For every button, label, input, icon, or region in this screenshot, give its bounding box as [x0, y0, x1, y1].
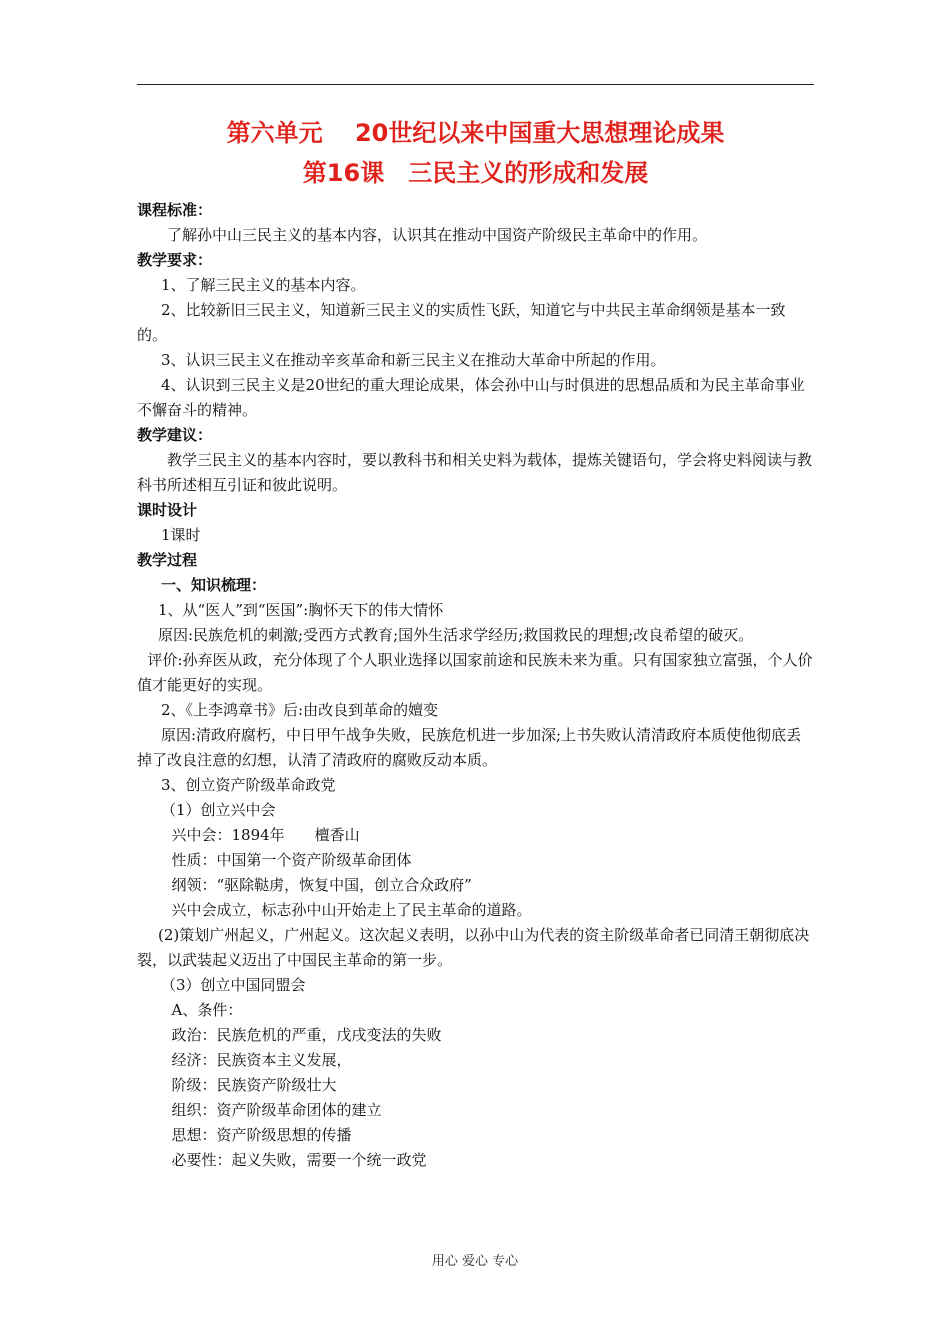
- knowledge-item-1-title: 1、从“医人”到“医国”:胸怀天下的伟大情怀: [158, 601, 444, 619]
- subheading-knowledge: 一、知识梳理：: [161, 576, 267, 594]
- document-body: [137, 198, 814, 1173]
- knowledge-item-3-1a: 兴中会：1894年 檀香山: [171, 826, 360, 844]
- knowledge-item-3-2: (2)策划广州起义，广州起义。这次起义表明，以孙中山为代表的资主阶级革命者已同清王朝彻底决裂，以武装起义迈出了中国民主革命的第一步。: [137, 926, 810, 969]
- title-block: [137, 118, 814, 188]
- knowledge-item-2-reason: 原因:清政府腐朽，中日甲午战争失败，民族危机进一步加深;上书失败认清清政府本质使他彻底丢掉了改良注意的幻想，认清了清政府的腐败反动本质。: [137, 726, 802, 769]
- requirement-1: 1、了解三民主义的基本内容。: [161, 276, 366, 294]
- knowledge-item-1-reason: 原因:民族危机的刺激;受西方式教育;国外生活求学经历;救国救民的理想;改良希望的破灭。: [158, 626, 754, 644]
- paragraph-suggestion: 教学三民主义的基本内容时，要以教科书和相关史料为载体，提炼关键语句，学会将史料阅读与教科书所述相互引证和彼此说明。: [137, 451, 813, 494]
- section-heading-design: 课时设计: [137, 501, 198, 519]
- knowledge-item-3-3e: 组织：资产阶级革命团体的建立: [171, 1101, 382, 1119]
- knowledge-item-3-3: （3）创立中国同盟会: [161, 976, 306, 994]
- knowledge-item-3-title: 3、创立资产阶级革命政党: [161, 776, 336, 794]
- lesson-title: 第16课 三民主义的形成和发展: [302, 159, 649, 187]
- section-heading-requirements: 教学要求：: [137, 251, 213, 269]
- unit-title: 第六单元 20世纪以来中国重大思想理论成果: [226, 119, 725, 147]
- knowledge-item-3-1c: 纲领：“驱除鞑虏，恢复中国，创立合众政府”: [171, 876, 472, 894]
- header-rule: [137, 84, 814, 85]
- knowledge-item-3-3b: 政治：民族危机的严重，戊戌变法的失败: [171, 1026, 442, 1044]
- knowledge-item-3-3c: 经济：民族资本主义发展，: [171, 1051, 352, 1069]
- requirement-4: 4、认识到三民主义是20世纪的重大理论成果，体会孙中山与时俱进的思想品质和为民主革命事业不懈奋斗的精神。: [137, 376, 805, 419]
- knowledge-item-3-1b: 性质：中国第一个资产阶级革命团体: [171, 851, 412, 869]
- knowledge-item-3-1: （1）创立兴中会: [161, 801, 276, 819]
- section-heading-process: 教学过程: [137, 551, 198, 569]
- paragraph-design: 1课时: [161, 526, 201, 544]
- knowledge-item-3-3g: 必要性：起义失败，需要一个统一政党: [171, 1151, 427, 1169]
- knowledge-item-3-3a: A、条件：: [171, 1001, 243, 1019]
- knowledge-item-3-3d: 阶级：民族资产阶级壮大: [171, 1076, 337, 1094]
- paragraph-standard: 了解孙中山三民主义的基本内容，认识其在推动中国资产阶级民主革命中的作用。: [167, 226, 708, 244]
- knowledge-item-1-evaluation: 评价:孙弃医从政，充分体现了个人职业选择以国家前途和民族未来为重。只有国家独立富强，个人价值才能更好的实现。: [137, 651, 813, 694]
- requirement-2: 2、比较新旧三民主义，知道新三民主义的实质性飞跃，知道它与中共民主革命纲领是基本一致的。: [137, 301, 786, 344]
- section-heading-suggestion: 教学建议：: [137, 426, 213, 444]
- section-heading-standard: 课程标准：: [137, 201, 213, 219]
- requirement-3: 3、认识三民主义在推动辛亥革命和新三民主义在推动大革命中所起的作用。: [161, 351, 666, 369]
- knowledge-item-3-1d: 兴中会成立，标志孙中山开始走上了民主革命的道路。: [171, 901, 532, 919]
- knowledge-item-2-title: 2、《上李鸿章书》后:由改良到革命的嬗变: [161, 701, 439, 719]
- knowledge-item-3-3f: 思想：资产阶级思想的传播: [171, 1126, 352, 1144]
- page-footer: 用心 爱心 专心: [431, 1254, 519, 1269]
